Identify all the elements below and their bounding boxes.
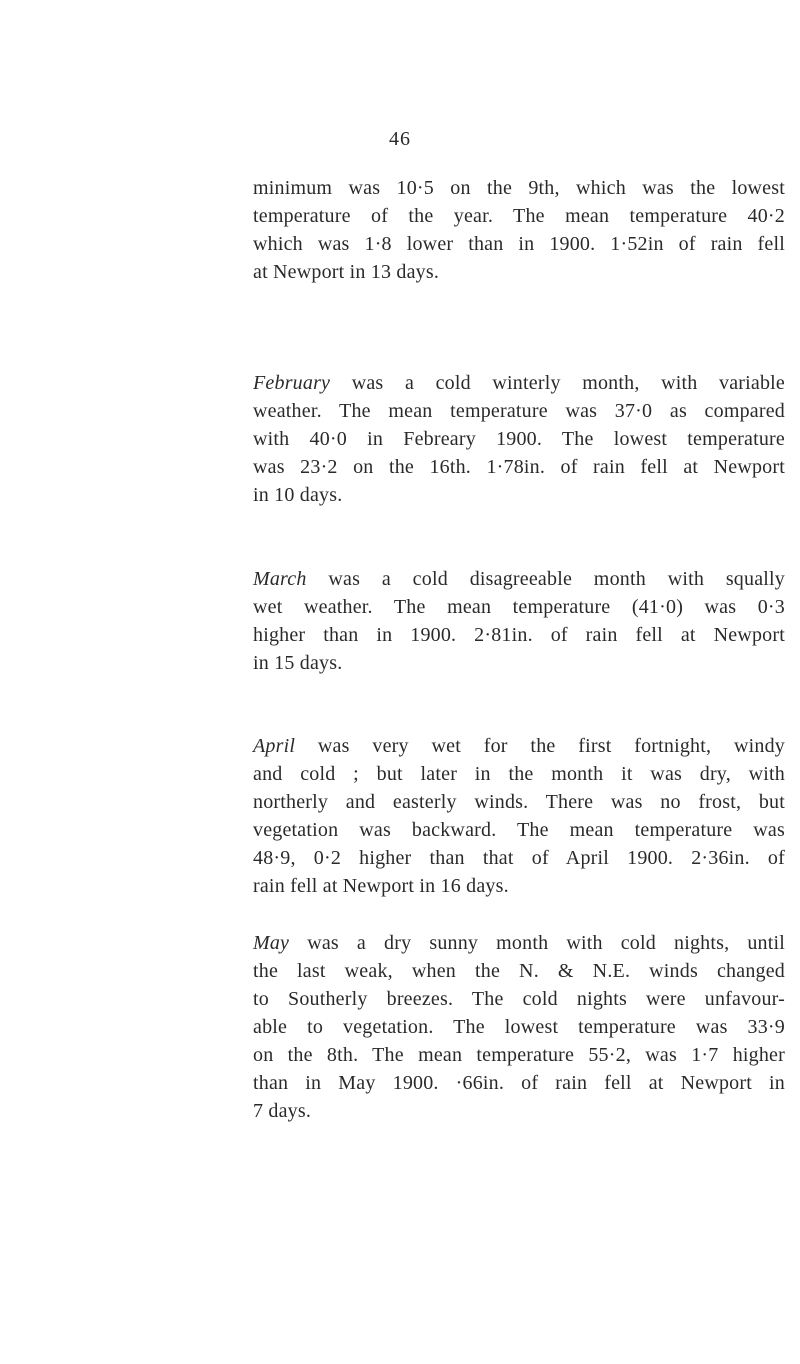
- text-line: northerly and easterly winds. There was no frost, but: [253, 791, 785, 813]
- text-line: wet weather. The mean temperature (41·0) was 0·3: [253, 596, 785, 618]
- text-line: [253, 369, 785, 397]
- text-line: weather. The mean temperature was 37·0 as compared: [253, 400, 785, 422]
- text-line: minimum was 10·5 on the 9th, which was the lowest: [253, 177, 785, 199]
- text-line: able to vegetation. The lowest temperature was 33·9: [253, 1016, 785, 1038]
- text-fragment: was a cold winterly month, with variable: [351, 372, 785, 394]
- text-line: temperature of the year. The mean temperature 40·2: [253, 205, 785, 227]
- text-line: the last weak, when the N. & N.E. winds changed: [253, 960, 785, 982]
- text-line: than in May 1900. ·66in. of rain fell at Newport in: [253, 1072, 785, 1094]
- text-line: with 40·0 in Febreary 1900. The lowest temperature: [253, 428, 785, 450]
- text-line: 48·9, 0·2 higher than that of April 1900. 2·36in. of: [253, 847, 785, 869]
- paragraph-may: [253, 929, 785, 1125]
- month-heading-february: February: [253, 372, 331, 394]
- text-fragment: was a dry sunny month with cold nights, until: [307, 932, 786, 954]
- text-line: higher than in 1900. 2·81in. of rain fell at Newport: [253, 624, 785, 646]
- paragraph-march: [253, 565, 785, 677]
- text-line: on the 8th. The mean temperature 55·2, was 1·7 higher: [253, 1044, 785, 1066]
- text-fragment: was very wet for the first fortnight, windy: [317, 735, 785, 757]
- month-heading-april: April: [253, 735, 296, 757]
- text-line: in 10 days.: [253, 484, 343, 506]
- text-line: [253, 565, 785, 593]
- paragraph-january-continued: [253, 174, 785, 286]
- text-line: in 15 days.: [253, 652, 343, 674]
- text-line: was 23·2 on the 16th. 1·78in. of rain fell at Newport: [253, 456, 785, 478]
- text-line: [253, 732, 785, 760]
- text-line: which was 1·8 lower than in 1900. 1·52in of rain fell: [253, 233, 785, 255]
- text-line: [253, 929, 785, 957]
- page-number: 46: [389, 128, 411, 150]
- text-line: rain fell at Newport in 16 days.: [253, 875, 509, 897]
- month-heading-march: March: [253, 568, 307, 590]
- paragraph-april: [253, 732, 785, 900]
- text-line: at Newport in 13 days.: [253, 261, 440, 283]
- month-heading-may: May: [253, 932, 290, 954]
- text-line: to Southerly breezes. The cold nights were unfavour-: [253, 988, 785, 1010]
- text-fragment: was a cold disagreeable month with squally: [328, 568, 786, 590]
- text-line: 7 days.: [253, 1100, 312, 1122]
- text-line: vegetation was backward. The mean temperature was: [253, 819, 785, 841]
- text-line: and cold ; but later in the month it was dry, with: [253, 763, 785, 785]
- paragraph-february: [253, 369, 785, 509]
